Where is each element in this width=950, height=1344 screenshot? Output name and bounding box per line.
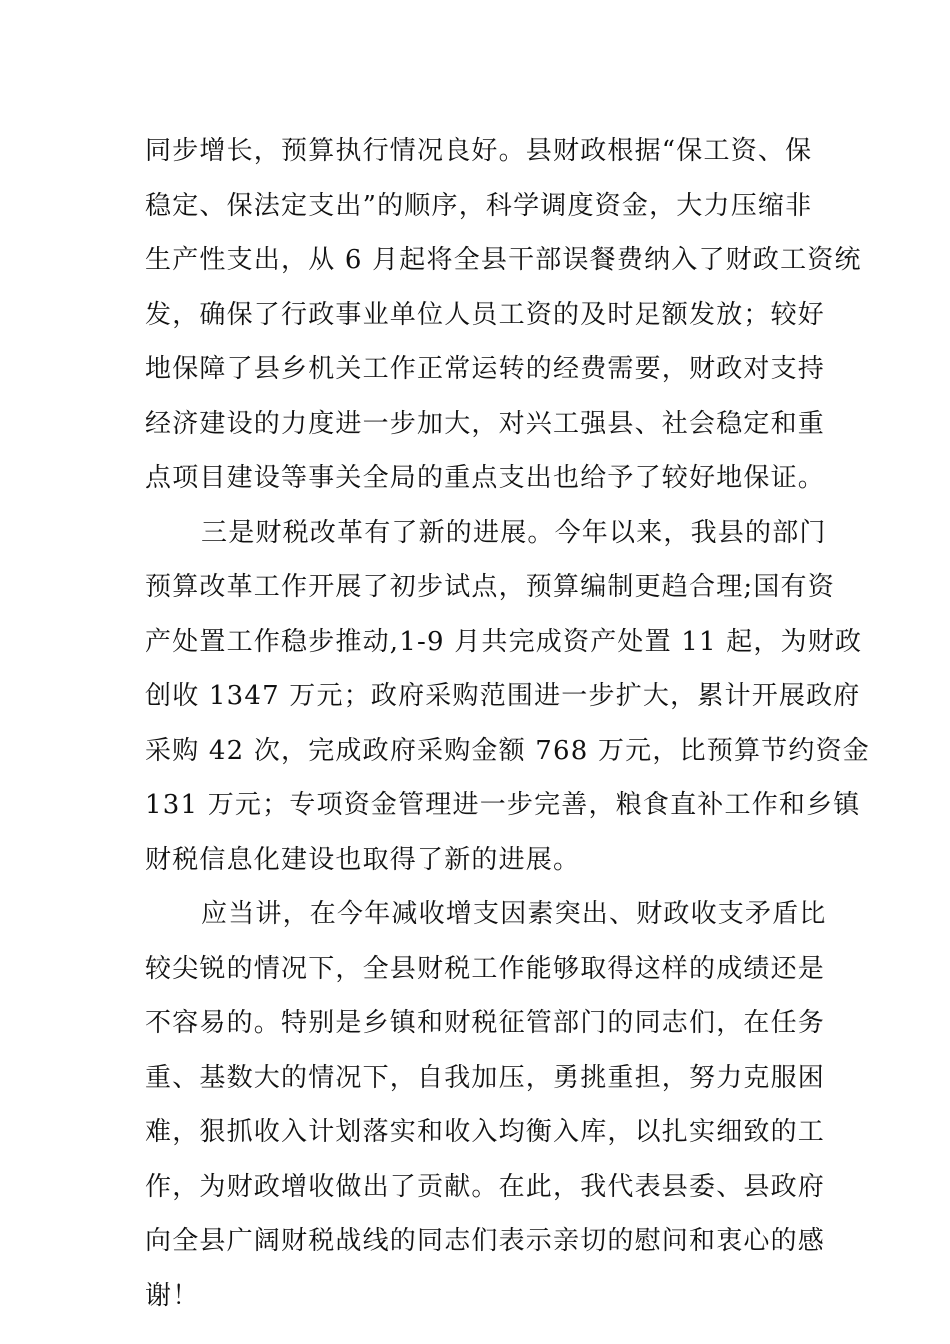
text-line: 谢！ <box>145 1280 200 1311</box>
text-line: 作，为财政增收做出了贡献。在此，我代表县委、县政府 <box>145 1171 826 1202</box>
text-line: 重、基数大的情况下，自我加压，勇挑重担，努力克服困 <box>145 1062 826 1093</box>
text-line: 稳定、保法定支出”的顺序，科学调度资金，大力压缩非 <box>145 190 813 221</box>
paragraph-budget-execution <box>145 124 862 506</box>
text-line: 131 万元；专项资金管理进一步完善，粮食直补工作和乡镇 <box>145 790 861 820</box>
text-line: 地保障了县乡机关工作正常运转的经费需要，财政对支持 <box>145 354 826 384</box>
text-line: 发，确保了行政事业单位人员工资的及时足额发放；较好 <box>145 299 826 330</box>
text-line: 采购 42 次，完成政府采购金额 768 万元，比预算节约资金 <box>145 735 870 766</box>
text-line: 创收 1347 万元；政府采购范围进一步扩大，累计开展政府 <box>145 681 861 711</box>
text-line: 产处置工作稳步推动,1-9 月共完成资产处置 11 起，为财政 <box>145 626 863 657</box>
text-line: 应当讲，在今年减收增支因素突出、财政收支矛盾比 <box>201 899 827 929</box>
document-body <box>145 124 870 1323</box>
text-line: 财税信息化建设也取得了新的进展。 <box>145 844 581 875</box>
text-line: 经济建设的力度进一步加大，对兴工强县、社会稳定和重 <box>145 408 826 439</box>
paragraph-acknowledgement <box>145 887 827 1323</box>
text-line: 向全县广阔财税战线的同志们表示亲切的慰问和衷心的感 <box>145 1226 826 1256</box>
text-line: 同步增长，预算执行情况良好。县财政根据“保工资、保 <box>145 136 813 166</box>
text-line: 三是财税改革有了新的进展。今年以来，我县的部门 <box>201 517 827 548</box>
text-line: 预算改革工作开展了初步试点，预算编制更趋合理;国有资 <box>145 572 835 602</box>
text-line: 点项目建设等事关全局的重点支出也给予了较好地保证。 <box>145 463 826 493</box>
paragraph-tax-reform <box>145 506 870 888</box>
text-line: 生产性支出，从 6 月起将全县干部误餐费纳入了财政工资统 <box>145 245 862 275</box>
text-line: 难，狠抓收入计划落实和收入均衡入库，以扎实细致的工 <box>145 1117 826 1147</box>
text-line: 不容易的。特别是乡镇和财税征管部门的同志们，在任务 <box>145 1008 826 1038</box>
text-line: 较尖锐的情况下，全县财税工作能够取得这样的成绩还是 <box>145 953 826 984</box>
